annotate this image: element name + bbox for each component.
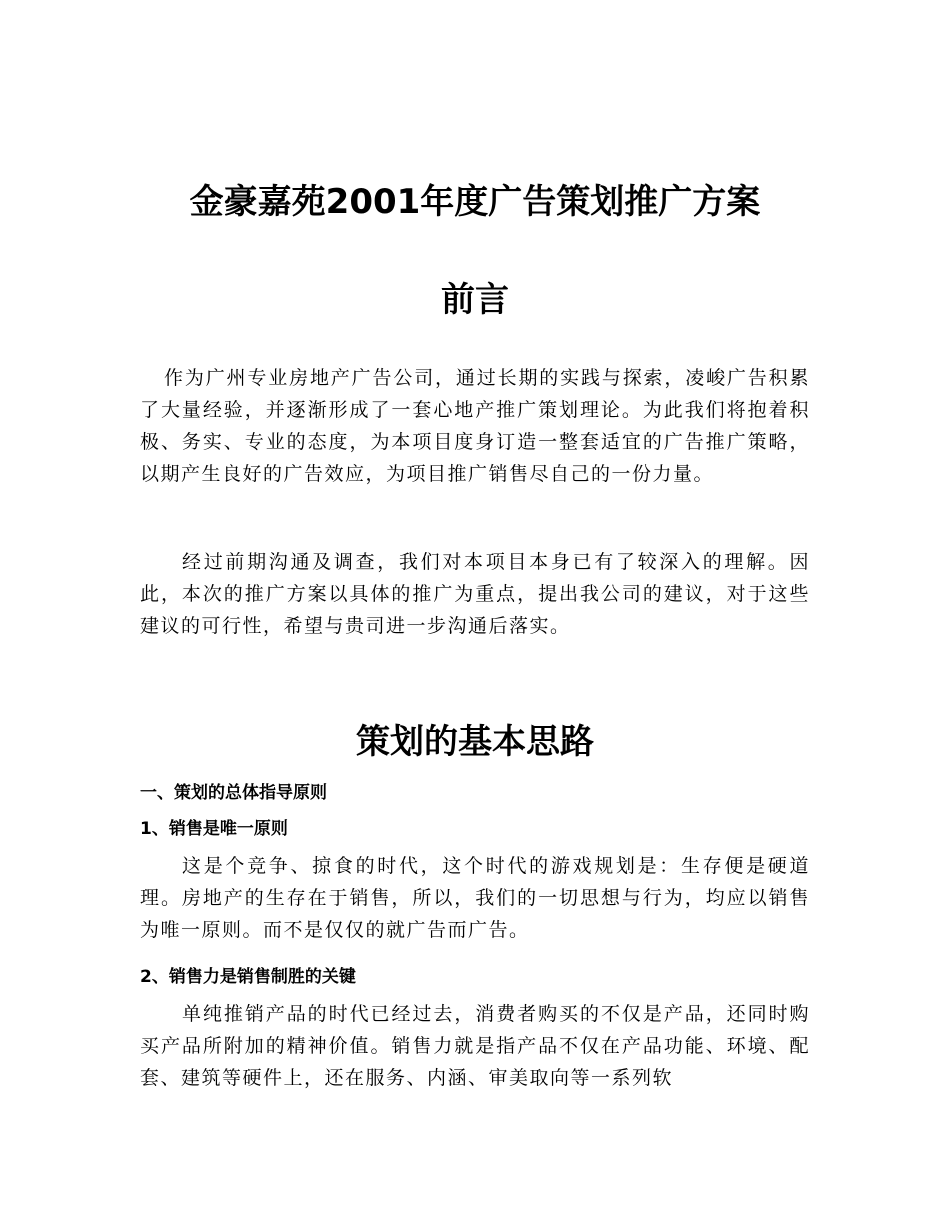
item-1-label: 1、销售是唯一原则 xyxy=(140,819,288,839)
preface-paragraph-2: 经过前期沟通及调查，我们对本项目本身已有了较深入的理解。因此，本次的推广方案以具体的推广为重点，提出我公司的建议，对于这些建议的可行性，希望与贵司进一步沟通后落实。 xyxy=(140,551,810,637)
item-2-label: 2、销售力是销售制胜的关键 xyxy=(140,967,356,987)
item-2-text: 单纯推销产品的时代已经过去，消费者购买的不仅是产品，还同时购买产品所附加的精神价值。销售力就是指产品不仅在产品功能、环境、配套、建筑等硬件上，还在服务、内涵、审美取向等一系列软 xyxy=(140,1003,810,1089)
section-heading: 策划的基本思路 xyxy=(356,722,594,762)
preface-heading: 前言 xyxy=(441,280,509,320)
section-subheading: 一、策划的总体指导原则 xyxy=(140,783,327,803)
preface-paragraph-1: 作为广州专业房地产广告公司，通过长期的实践与探索，凌峻广告积累了大量经验，并逐渐形成了一套心地产推广策划理论。为此我们将抱着积极、务实、专业的态度，为本项目度身订造一整套适宜的广告推广策略，以期产生良好的广告效应，为项目推广销售尽自己的一份力量。 xyxy=(140,367,810,485)
item-1-text: 这是个竞争、掠食的时代，这个时代的游戏规划是：生存便是硬道理。房地产的生存在于销售，所以，我们的一切思想与行为，均应以销售为唯一原则。而不是仅仅的就广告而广告。 xyxy=(140,855,810,941)
document-title: 金豪嘉苑2001年度广告策划推广方案 xyxy=(189,182,761,222)
